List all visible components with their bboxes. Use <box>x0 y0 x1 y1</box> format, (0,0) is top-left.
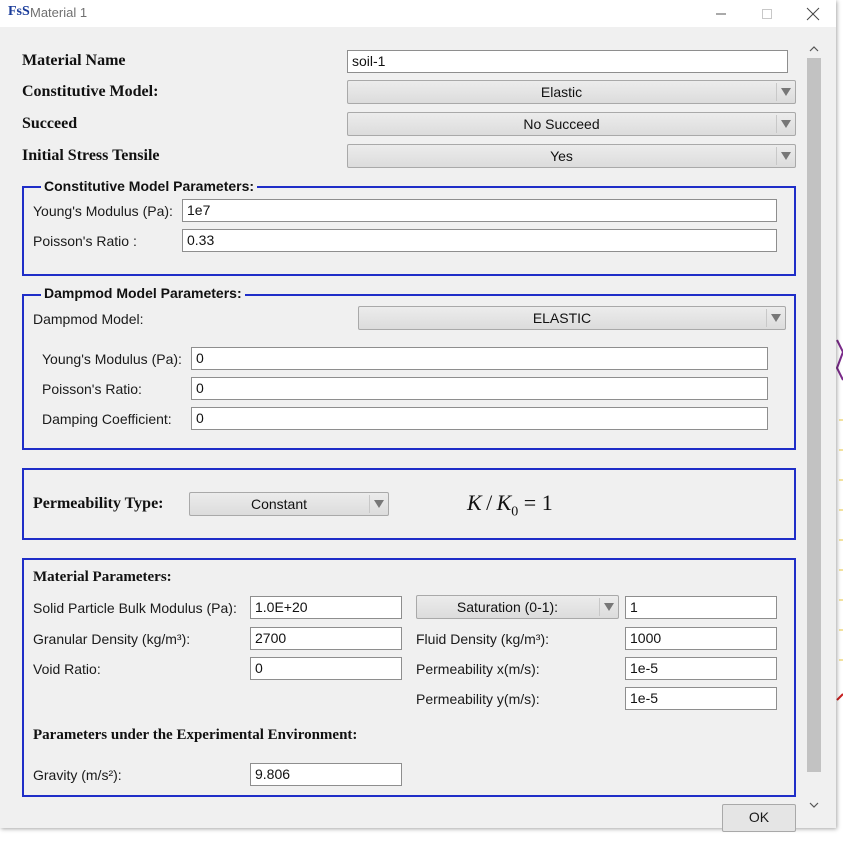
permeability-x-input[interactable]: 1e-5 <box>625 657 777 680</box>
damping-coefficient-input[interactable]: 0 <box>191 407 768 430</box>
granular-density-label: Granular Density (kg/m³): <box>33 631 191 647</box>
experimental-env-title: Parameters under the Experimental Environment: <box>33 727 358 743</box>
initial-stress-value: Yes <box>550 148 573 164</box>
dampmod-poisson-input[interactable]: 0 <box>191 377 768 400</box>
youngs-modulus-label: Young's Modulus (Pa): <box>33 203 173 219</box>
succeed-select[interactable] <box>347 112 796 136</box>
void-ratio-label: Void Ratio: <box>33 661 101 677</box>
youngs-modulus-input[interactable]: 1e7 <box>182 199 777 222</box>
poisson-ratio-input[interactable]: 0.33 <box>182 229 777 252</box>
ok-button-clip <box>722 804 796 825</box>
scroll-down-icon[interactable] <box>805 798 823 812</box>
dampmod-params-title: Dampmod Model Parameters: <box>41 285 245 301</box>
material-name-label: Material Name <box>22 52 126 69</box>
minimize-button[interactable] <box>698 0 744 27</box>
permeability-type-value: Constant <box>250 496 308 512</box>
fluid-density-input[interactable]: 1000 <box>625 627 777 650</box>
dampmod-youngs-input[interactable]: 0 <box>191 347 768 370</box>
app-icon: FsS <box>8 4 30 19</box>
gravity-label: Gravity (m/s²): <box>33 767 122 783</box>
void-ratio-input[interactable]: 0 <box>250 657 402 680</box>
saturation-input[interactable]: 1 <box>625 596 777 619</box>
permeability-formula: $K / K_0 = 1$ <box>467 490 553 520</box>
material-params-title: Material Parameters: <box>33 569 172 585</box>
succeed-label: Succeed <box>22 115 78 132</box>
chevron-down-icon <box>599 598 618 616</box>
scrollbar-thumb[interactable] <box>807 58 821 772</box>
dampmod-model-select[interactable] <box>358 306 786 330</box>
constitutive-model-label: Constitutive Model: <box>22 83 159 100</box>
scroll-up-icon[interactable] <box>805 42 823 56</box>
granular-density-input[interactable]: 2700 <box>250 627 402 650</box>
dampmod-youngs-label: Young's Modulus (Pa): <box>42 351 182 367</box>
constitutive-model-select[interactable] <box>347 80 796 104</box>
close-button[interactable] <box>790 0 836 27</box>
title-bar[interactable] <box>0 0 836 27</box>
solid-bulk-modulus-label: Solid Particle Bulk Modulus (Pa): <box>33 600 237 616</box>
solid-bulk-modulus-input[interactable]: 1.0E+20 <box>250 596 402 619</box>
dampmod-poisson-label: Poisson's Ratio: <box>42 381 142 397</box>
permeability-x-label: Permeability x(m/s): <box>416 661 540 677</box>
chevron-down-icon <box>766 309 785 327</box>
chevron-down-icon <box>776 115 795 133</box>
material-name-input[interactable]: soil-1 <box>347 50 788 73</box>
maximize-icon <box>762 9 772 19</box>
dampmod-model-value: ELASTIC <box>532 310 592 326</box>
initial-stress-label: Initial Stress Tensile <box>22 147 160 164</box>
fluid-density-label: Fluid Density (kg/m³): <box>416 631 550 647</box>
chevron-down-icon <box>369 495 388 513</box>
minimize-icon <box>716 9 726 19</box>
permeability-type-select[interactable] <box>189 492 389 516</box>
maximize-button[interactable] <box>744 0 790 27</box>
chevron-down-icon <box>776 147 795 165</box>
close-icon <box>807 8 819 20</box>
succeed-value: No Succeed <box>523 116 600 132</box>
permeability-type-label: Permeability Type: <box>33 495 164 512</box>
saturation-select[interactable] <box>416 595 619 619</box>
background-app-fragment <box>836 0 843 858</box>
saturation-label: Saturation (0-1): <box>456 599 559 615</box>
poisson-ratio-label: Poisson's Ratio : <box>33 233 137 249</box>
permeability-y-input[interactable]: 1e-5 <box>625 687 777 710</box>
window-title: Material 1 <box>30 5 88 20</box>
dampmod-model-label: Dampmod Model: <box>33 311 144 327</box>
gravity-input[interactable]: 9.806 <box>250 763 402 786</box>
constitutive-params-title: Constitutive Model Parameters: <box>41 178 257 194</box>
permeability-y-label: Permeability y(m/s): <box>416 691 540 707</box>
damping-coefficient-label: Damping Coefficient: <box>42 411 172 427</box>
chevron-down-icon <box>776 83 795 101</box>
ok-button[interactable] <box>722 804 796 832</box>
initial-stress-select[interactable] <box>347 144 796 168</box>
constitutive-model-value: Elastic <box>540 84 583 100</box>
ok-button-label: OK <box>748 809 770 825</box>
